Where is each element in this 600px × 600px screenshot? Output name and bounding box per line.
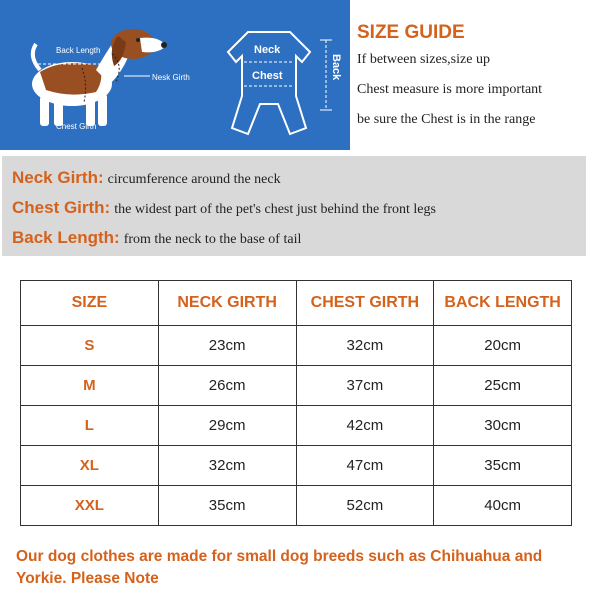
header-neck-girth: NECK GIRTH <box>158 281 296 326</box>
size-guide-title: SIZE GUIDE <box>357 22 465 43</box>
dog-illustration <box>32 29 167 126</box>
back-cell: 35cm <box>434 446 572 486</box>
chest-cell: 52cm <box>296 486 434 526</box>
chest-cell: 47cm <box>296 446 434 486</box>
neck-girth-label: Nesk Girth <box>152 73 190 82</box>
shirt-chest-label: Chest <box>252 70 283 82</box>
definition-term: Back Length: <box>12 228 120 247</box>
size-illustration-banner <box>0 0 350 150</box>
neck-cell: 29cm <box>158 406 296 446</box>
header-chest-girth: CHEST GIRTH <box>296 281 434 326</box>
header-back-length: BACK LENGTH <box>434 281 572 326</box>
chest-cell: 32cm <box>296 326 434 366</box>
table-row <box>21 326 572 366</box>
definition-text: the widest part of the pet's chest just behind the front legs <box>114 202 436 217</box>
definition-term: Chest Girth: <box>12 198 111 217</box>
back-cell: 25cm <box>434 366 572 406</box>
table-row <box>21 446 572 486</box>
size-cell: XL <box>21 446 159 486</box>
definition-text: circumference around the neck <box>107 172 281 187</box>
back-cell: 20cm <box>434 326 572 366</box>
measurement-definitions <box>2 156 586 256</box>
size-cell: XXL <box>21 486 159 526</box>
table-row <box>21 486 572 526</box>
definition-term: Neck Girth: <box>12 168 104 187</box>
guide-line-2: Chest measure is more important <box>357 82 543 97</box>
neck-cell: 35cm <box>158 486 296 526</box>
table-row <box>21 366 572 406</box>
back-cell: 40cm <box>434 486 572 526</box>
definition-neck-girth <box>12 168 281 188</box>
breed-note: Our dog clothes are made for small dog breeds such as Chihuahua and Yorkie. Please Note <box>16 548 543 587</box>
back-cell: 30cm <box>434 406 572 446</box>
definition-text: from the neck to the base of tail <box>123 232 302 247</box>
neck-cell: 26cm <box>158 366 296 406</box>
definition-back-length <box>12 228 301 248</box>
header-size: SIZE <box>21 281 159 326</box>
neck-cell: 32cm <box>158 446 296 486</box>
guide-line-3: be sure the Chest is in the range <box>357 112 536 127</box>
chest-cell: 42cm <box>296 406 434 446</box>
shirt-neck-label: Neck <box>254 44 281 56</box>
chest-girth-label: Chest Girth <box>56 122 97 131</box>
guide-line-1: If between sizes,size up <box>357 52 490 67</box>
back-length-label: Back Length <box>56 46 101 55</box>
size-cell: S <box>21 326 159 366</box>
shirt-back-label: Back <box>330 54 342 81</box>
size-chart-table <box>20 280 572 526</box>
size-cell: L <box>21 406 159 446</box>
size-cell: M <box>21 366 159 406</box>
definition-chest-girth <box>12 198 436 218</box>
table-header-row <box>21 281 572 326</box>
table-row <box>21 406 572 446</box>
neck-cell: 23cm <box>158 326 296 366</box>
chest-cell: 37cm <box>296 366 434 406</box>
